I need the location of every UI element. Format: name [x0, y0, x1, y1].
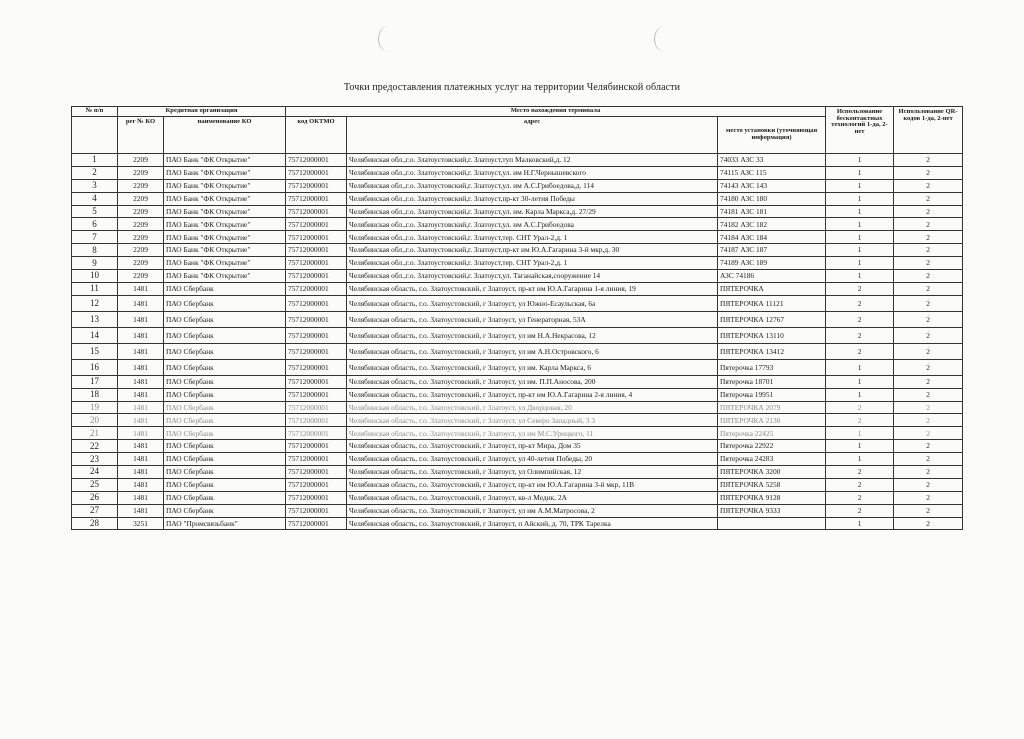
install-place: Пятерочка 22425: [718, 427, 826, 440]
contactless-flag: 2: [826, 295, 894, 311]
col-header-num: № п/п: [72, 107, 118, 117]
install-place: 74143 АЗС 143: [718, 179, 826, 192]
install-place: ПЯТЕРОЧКА 2079: [718, 401, 826, 414]
install-place: 74184 АЗС 184: [718, 231, 826, 244]
install-place: 74033 АЗС 33: [718, 154, 826, 167]
col-header-qr: Использование QR-кодов 1-да, 2-нет: [894, 107, 963, 154]
install-place: ПЯТЕРОЧКА 11121: [718, 295, 826, 311]
qr-flag: 2: [894, 154, 963, 167]
bank-name: ПАО Сбербанк: [164, 453, 286, 466]
terminal-address: Челябинская область, г.о. Златоустовский, г Златоуст, ул им М.С.Урицкого, 11: [347, 427, 718, 440]
table-row: [72, 491, 963, 504]
contactless-flag: 2: [826, 414, 894, 427]
oktmo-code: 75712000001: [286, 270, 347, 283]
reg-number: 2209: [118, 218, 164, 231]
reg-number: 1481: [118, 453, 164, 466]
install-place: ПЯТЕРОЧКА 5258: [718, 478, 826, 491]
reg-number: 1481: [118, 295, 164, 311]
contactless-flag: 2: [826, 327, 894, 343]
row-number: 20: [72, 414, 118, 427]
reg-number: 1481: [118, 359, 164, 375]
oktmo-code: 75712000001: [286, 504, 347, 517]
qr-flag: 2: [894, 414, 963, 427]
qr-flag: 2: [894, 231, 963, 244]
terminal-address: Челябинская область, г.о. Златоустовский, г Златоуст, пр-кт им Ю.А.Гагарина 2-я линия, 4: [347, 388, 718, 401]
terminal-address: Челябинская обл.,г.о. Златоустовский,г. Златоуст,ул. Таганайская,сооружение 14: [347, 270, 718, 283]
oktmo-code: 75712000001: [286, 466, 347, 479]
reg-number: 2209: [118, 166, 164, 179]
terminal-address: Челябинская область, г.о. Златоустовский, г Златоуст, пр-кт им Ю.А.Гагарина 3-й мкр, 11В: [347, 478, 718, 491]
row-number: 13: [72, 311, 118, 327]
table-row: [72, 343, 963, 359]
table-row: [72, 282, 963, 295]
contactless-flag: 2: [826, 466, 894, 479]
row-number: 14: [72, 327, 118, 343]
terminal-address: Челябинская область, г.о. Златоустовский, г Златоуст, ул им А.М.Матросова, 2: [347, 504, 718, 517]
bank-name: ПАО Банк "ФК Открытие": [164, 218, 286, 231]
terminal-address: Челябинская область, г.о. Златоустовский, г Златоуст, ул им А.Н.Островского, 6: [347, 343, 718, 359]
oktmo-code: 75712000001: [286, 401, 347, 414]
contactless-flag: 2: [826, 401, 894, 414]
qr-flag: 2: [894, 517, 963, 530]
reg-number: 1481: [118, 327, 164, 343]
header-row-top: [72, 107, 963, 117]
qr-flag: 2: [894, 427, 963, 440]
contactless-flag: 1: [826, 154, 894, 167]
bank-name: ПАО Банк "ФК Открытие": [164, 166, 286, 179]
terminal-address: Челябинская область, г.о. Златоустовский, г Златоуст, ул им Н.А.Некрасова, 12: [347, 327, 718, 343]
terminal-address: Челябинская область, г.о. Златоустовский, г Златоуст, ул им. Карла Маркса, 6: [347, 359, 718, 375]
row-number: 16: [72, 359, 118, 375]
bank-name: ПАО Сбербанк: [164, 466, 286, 479]
contactless-flag: 1: [826, 205, 894, 218]
qr-flag: 2: [894, 440, 963, 453]
contactless-flag: 1: [826, 440, 894, 453]
table-row: [72, 218, 963, 231]
oktmo-code: 75712000001: [286, 517, 347, 530]
install-place: ПЯТЕРОЧКА 13110: [718, 327, 826, 343]
terminal-address: Челябинская область, г.о. Златоустовский, г Златоуст, ул им. П.П.Аносова, 200: [347, 375, 718, 388]
terminal-address: Челябинская область, г.о. Златоустовский, г Златоуст, ул Генераторная, 53А: [347, 311, 718, 327]
oktmo-code: 75712000001: [286, 244, 347, 257]
reg-number: 2209: [118, 270, 164, 283]
reg-number: 1481: [118, 440, 164, 453]
reg-number: 1481: [118, 343, 164, 359]
bank-name: ПАО Сбербанк: [164, 491, 286, 504]
oktmo-code: 75712000001: [286, 231, 347, 244]
bank-name: ПАО Банк "ФК Открытие": [164, 231, 286, 244]
row-number: 17: [72, 375, 118, 388]
qr-flag: 2: [894, 311, 963, 327]
terminal-address: Челябинская область, г.о. Златоустовский, г Златоуст, ул Олимпийская, 12: [347, 466, 718, 479]
qr-flag: 2: [894, 166, 963, 179]
contactless-flag: 1: [826, 388, 894, 401]
contactless-flag: 1: [826, 166, 894, 179]
table-row: [72, 327, 963, 343]
table-row: [72, 359, 963, 375]
col-header-contactless: Использование бесконтактных технологий 1-да, 2-нет: [826, 107, 894, 154]
contactless-flag: 2: [826, 282, 894, 295]
table-row: [72, 270, 963, 283]
oktmo-code: 75712000001: [286, 427, 347, 440]
row-number: 4: [72, 192, 118, 205]
row-number: 10: [72, 270, 118, 283]
qr-flag: 2: [894, 179, 963, 192]
bank-name: ПАО Сбербанк: [164, 295, 286, 311]
document-title: Точки предоставления платежных услуг на территории Челябинской области: [343, 82, 681, 93]
col-header-address: адрес: [347, 117, 718, 154]
table-row: [72, 401, 963, 414]
terminal-address: Челябинская область, г.о. Златоустовский, г Златоуст, п Айский, д. 70, ТРК Тарелка: [347, 517, 718, 530]
qr-flag: 2: [894, 388, 963, 401]
col-header-reg: рег № КО: [118, 117, 164, 154]
table-row: [72, 257, 963, 270]
bank-name: ПАО Сбербанк: [164, 282, 286, 295]
terminal-address: Челябинская обл.,г.о. Златоустовский,г. Златоуст,пр-кт 30-летия Победы: [347, 192, 718, 205]
reg-number: 2209: [118, 231, 164, 244]
contactless-flag: 1: [826, 270, 894, 283]
row-number: 28: [72, 517, 118, 530]
contactless-flag: 2: [826, 478, 894, 491]
reg-number: 3251: [118, 517, 164, 530]
oktmo-code: 75712000001: [286, 343, 347, 359]
contactless-flag: 2: [826, 491, 894, 504]
install-place: ПЯТЕРОЧКА 13412: [718, 343, 826, 359]
row-number: 6: [72, 218, 118, 231]
terminal-address: Челябинская область, г.о. Златоустовский, г Златоуст, пр-кт Мира, Дом 35: [347, 440, 718, 453]
row-number: 5: [72, 205, 118, 218]
bank-name: ПАО Сбербанк: [164, 478, 286, 491]
install-place: ПЯТЕРОЧКА 2130: [718, 414, 826, 427]
row-number: 27: [72, 504, 118, 517]
reg-number: 1481: [118, 478, 164, 491]
install-place: 74182 АЗС 182: [718, 218, 826, 231]
oktmo-code: 75712000001: [286, 414, 347, 427]
oktmo-code: 75712000001: [286, 282, 347, 295]
contactless-flag: 1: [826, 179, 894, 192]
oktmo-code: 75712000001: [286, 440, 347, 453]
table-row: [72, 427, 963, 440]
qr-flag: 2: [894, 295, 963, 311]
install-place: 74115 АЗС 115: [718, 166, 826, 179]
reg-number: 1481: [118, 491, 164, 504]
table-row: [72, 504, 963, 517]
bank-name: ПАО Сбербанк: [164, 427, 286, 440]
reg-number: 2209: [118, 257, 164, 270]
qr-flag: 2: [894, 466, 963, 479]
bank-name: ПАО Банк "ФК Открытие": [164, 179, 286, 192]
install-place: Пятерочка 22922: [718, 440, 826, 453]
oktmo-code: 75712000001: [286, 375, 347, 388]
reg-number: 2209: [118, 192, 164, 205]
row-number: 25: [72, 478, 118, 491]
bank-name: ПАО Сбербанк: [164, 359, 286, 375]
oktmo-code: 75712000001: [286, 491, 347, 504]
reg-number: 1481: [118, 414, 164, 427]
reg-number: 2209: [118, 244, 164, 257]
terminal-address: Челябинская область, г.о. Златоустовский, г Златоуст, ул Дворцовая, 20: [347, 401, 718, 414]
contactless-flag: 1: [826, 359, 894, 375]
oktmo-code: 75712000001: [286, 359, 347, 375]
install-place: ПЯТЕРОЧКА 9128: [718, 491, 826, 504]
terminal-address: Челябинская обл.,г.о. Златоустовский,г. Златоуст,тер. СНТ Урал-2,д. 1: [347, 231, 718, 244]
bank-name: ПАО Банк "ФК Открытие": [164, 154, 286, 167]
oktmo-code: 75712000001: [286, 192, 347, 205]
qr-flag: 2: [894, 375, 963, 388]
bank-name: ПАО Банк "ФК Открытие": [164, 244, 286, 257]
row-number: 9: [72, 257, 118, 270]
table-row: [72, 205, 963, 218]
contactless-flag: 2: [826, 343, 894, 359]
col-header-place: место установки (уточняющая информация): [718, 117, 826, 154]
table-row: [72, 375, 963, 388]
contactless-flag: 1: [826, 192, 894, 205]
terminal-address: Челябинская обл.,г.о. Златоустовский,г. Златоуст,ул. им А.С.Грибоедова,д. 114: [347, 179, 718, 192]
qr-flag: 2: [894, 192, 963, 205]
qr-flag: 2: [894, 270, 963, 283]
terminal-address: Челябинская обл.,г.о. Златоустовский,г. Златоуст,ул. им А.С.Грибоедова: [347, 218, 718, 231]
install-place: ПЯТЕРОЧКА 9333: [718, 504, 826, 517]
row-number: 19: [72, 401, 118, 414]
reg-number: 1481: [118, 401, 164, 414]
qr-flag: 2: [894, 491, 963, 504]
table-row: [72, 478, 963, 491]
row-number: 23: [72, 453, 118, 466]
row-number: 8: [72, 244, 118, 257]
reg-number: 2209: [118, 179, 164, 192]
qr-flag: 2: [894, 504, 963, 517]
col-header-oktmo: код ОКТМО: [286, 117, 347, 154]
terminal-address: Челябинская обл.,г.о. Златоустовский,г. Златоуст,ул. им Н.Г.Чернышевского: [347, 166, 718, 179]
oktmo-code: 75712000001: [286, 388, 347, 401]
install-place: Пятерочка 19951: [718, 388, 826, 401]
contactless-flag: 2: [826, 311, 894, 327]
table-row: [72, 192, 963, 205]
reg-number: 2209: [118, 154, 164, 167]
table-row: [72, 295, 963, 311]
table-row: [72, 414, 963, 427]
bank-name: ПАО Сбербанк: [164, 388, 286, 401]
qr-flag: 2: [894, 453, 963, 466]
row-number: 21: [72, 427, 118, 440]
row-number: 3: [72, 179, 118, 192]
bank-name: ПАО Сбербанк: [164, 504, 286, 517]
contactless-flag: 2: [826, 504, 894, 517]
reg-number: 1481: [118, 427, 164, 440]
oktmo-code: 75712000001: [286, 478, 347, 491]
row-number: 24: [72, 466, 118, 479]
install-place: Пятерочка 24283: [718, 453, 826, 466]
install-place: АЗС 74186: [718, 270, 826, 283]
row-number: 7: [72, 231, 118, 244]
col-header-credit-org: Кредитная организация: [118, 107, 286, 117]
qr-flag: 2: [894, 359, 963, 375]
contactless-flag: 1: [826, 453, 894, 466]
qr-flag: 2: [894, 343, 963, 359]
oktmo-code: 75712000001: [286, 154, 347, 167]
bank-name: ПАО Сбербанк: [164, 375, 286, 388]
row-number: 1: [72, 154, 118, 167]
terminal-address: Челябинская обл.,г.о. Златоустовский,г. Златоуст,пр-кт им Ю.А.Гагарина 3-й мкр,д. 30: [347, 244, 718, 257]
terminal-address: Челябинская обл.,г.о. Златоустовский,г. Златоуст,ул. им. Карла Маркса,д. 27/29: [347, 205, 718, 218]
table-row: [72, 466, 963, 479]
contactless-flag: 1: [826, 517, 894, 530]
qr-flag: 2: [894, 244, 963, 257]
row-number: 22: [72, 440, 118, 453]
table-row: [72, 517, 963, 530]
bank-name: ПАО Банк "ФК Открытие": [164, 205, 286, 218]
install-place: Пятерочка 17793: [718, 359, 826, 375]
terminal-address: Челябинская область, г.о. Златоустовский, г Златоуст, ул Южно-Есаульская, 6а: [347, 295, 718, 311]
table-row: [72, 440, 963, 453]
oktmo-code: 75712000001: [286, 327, 347, 343]
qr-flag: 2: [894, 282, 963, 295]
reg-number: 1481: [118, 282, 164, 295]
qr-flag: 2: [894, 205, 963, 218]
reg-number: 1481: [118, 504, 164, 517]
table-row: [72, 311, 963, 327]
bank-name: ПАО Банк "ФК Открытие": [164, 192, 286, 205]
row-number: 2: [72, 166, 118, 179]
col-header-location: Место нахождения терминала: [286, 107, 826, 117]
install-place: 74181 АЗС 181: [718, 205, 826, 218]
terminal-address: Челябинская обл.,г.о. Златоустовский,г. Златоуст,туп Малковский,д. 12: [347, 154, 718, 167]
contactless-flag: 1: [826, 257, 894, 270]
row-number: 12: [72, 295, 118, 311]
terminal-address: Челябинская область, г.о. Златоустовский, г Златоуст, кв-л Медик, 2А: [347, 491, 718, 504]
oktmo-code: 75712000001: [286, 205, 347, 218]
table-row: [72, 166, 963, 179]
qr-flag: 2: [894, 478, 963, 491]
bank-name: ПАО Банк "ФК Открытие": [164, 257, 286, 270]
row-number: 18: [72, 388, 118, 401]
col-header-num-blank: [72, 117, 118, 154]
bank-name: ПАО Сбербанк: [164, 343, 286, 359]
oktmo-code: 75712000001: [286, 453, 347, 466]
contactless-flag: 1: [826, 218, 894, 231]
bank-name: ПАО "Промсвязьбанк": [164, 517, 286, 530]
install-place: Пятерочка 18701: [718, 375, 826, 388]
oktmo-code: 75712000001: [286, 179, 347, 192]
oktmo-code: 75712000001: [286, 295, 347, 311]
reg-number: 1481: [118, 375, 164, 388]
reg-number: 2209: [118, 205, 164, 218]
oktmo-code: 75712000001: [286, 257, 347, 270]
terminal-address: Челябинская область, г.о. Златоустовский, г Златоуст, ул 40-летия Победы, 20: [347, 453, 718, 466]
col-header-name: наименование КО: [164, 117, 286, 154]
row-number: 15: [72, 343, 118, 359]
row-number: 11: [72, 282, 118, 295]
row-number: 26: [72, 491, 118, 504]
contactless-flag: 1: [826, 244, 894, 257]
bank-name: ПАО Банк "ФК Открытие": [164, 270, 286, 283]
table-row: [72, 244, 963, 257]
bank-name: ПАО Сбербанк: [164, 401, 286, 414]
install-place: [718, 517, 826, 530]
install-place: ПЯТЕРОЧКА: [718, 282, 826, 295]
qr-flag: 2: [894, 218, 963, 231]
table-row: [72, 179, 963, 192]
contactless-flag: 1: [826, 231, 894, 244]
terminal-address: Челябинская область, г.о. Златоустовский, г Златоуст, пр-кт им Ю.А.Гагарина 1-я линия, 19: [347, 282, 718, 295]
table-row: [72, 453, 963, 466]
oktmo-code: 75712000001: [286, 166, 347, 179]
install-place: ПЯТЕРОЧКА 3200: [718, 466, 826, 479]
bank-name: ПАО Сбербанк: [164, 311, 286, 327]
contactless-flag: 1: [826, 427, 894, 440]
reg-number: 1481: [118, 311, 164, 327]
terminal-address: Челябинская обл.,г.о. Златоустовский,г. Златоуст,тер. СНТ Урал-2,д. 1: [347, 257, 718, 270]
qr-flag: 2: [894, 327, 963, 343]
oktmo-code: 75712000001: [286, 218, 347, 231]
bank-name: ПАО Сбербанк: [164, 414, 286, 427]
table-row: [72, 231, 963, 244]
reg-number: 1481: [118, 466, 164, 479]
qr-flag: 2: [894, 401, 963, 414]
terminal-address: Челябинская область, г.о. Златоустовский, г Златоуст, ул Северо Западный, 3 3: [347, 414, 718, 427]
bank-name: ПАО Сбербанк: [164, 440, 286, 453]
install-place: ПЯТЕРОЧКА 12767: [718, 311, 826, 327]
install-place: 74187 АЗС 187: [718, 244, 826, 257]
terminals-table: [71, 106, 963, 530]
install-place: 74189 АЗС 189: [718, 257, 826, 270]
bank-name: ПАО Сбербанк: [164, 327, 286, 343]
table-row: [72, 154, 963, 167]
contactless-flag: 1: [826, 375, 894, 388]
reg-number: 1481: [118, 388, 164, 401]
oktmo-code: 75712000001: [286, 311, 347, 327]
punch-hole-right: [654, 26, 675, 52]
install-place: 74180 АЗС 180: [718, 192, 826, 205]
punch-hole-left: [378, 26, 399, 52]
table-row: [72, 388, 963, 401]
qr-flag: 2: [894, 257, 963, 270]
